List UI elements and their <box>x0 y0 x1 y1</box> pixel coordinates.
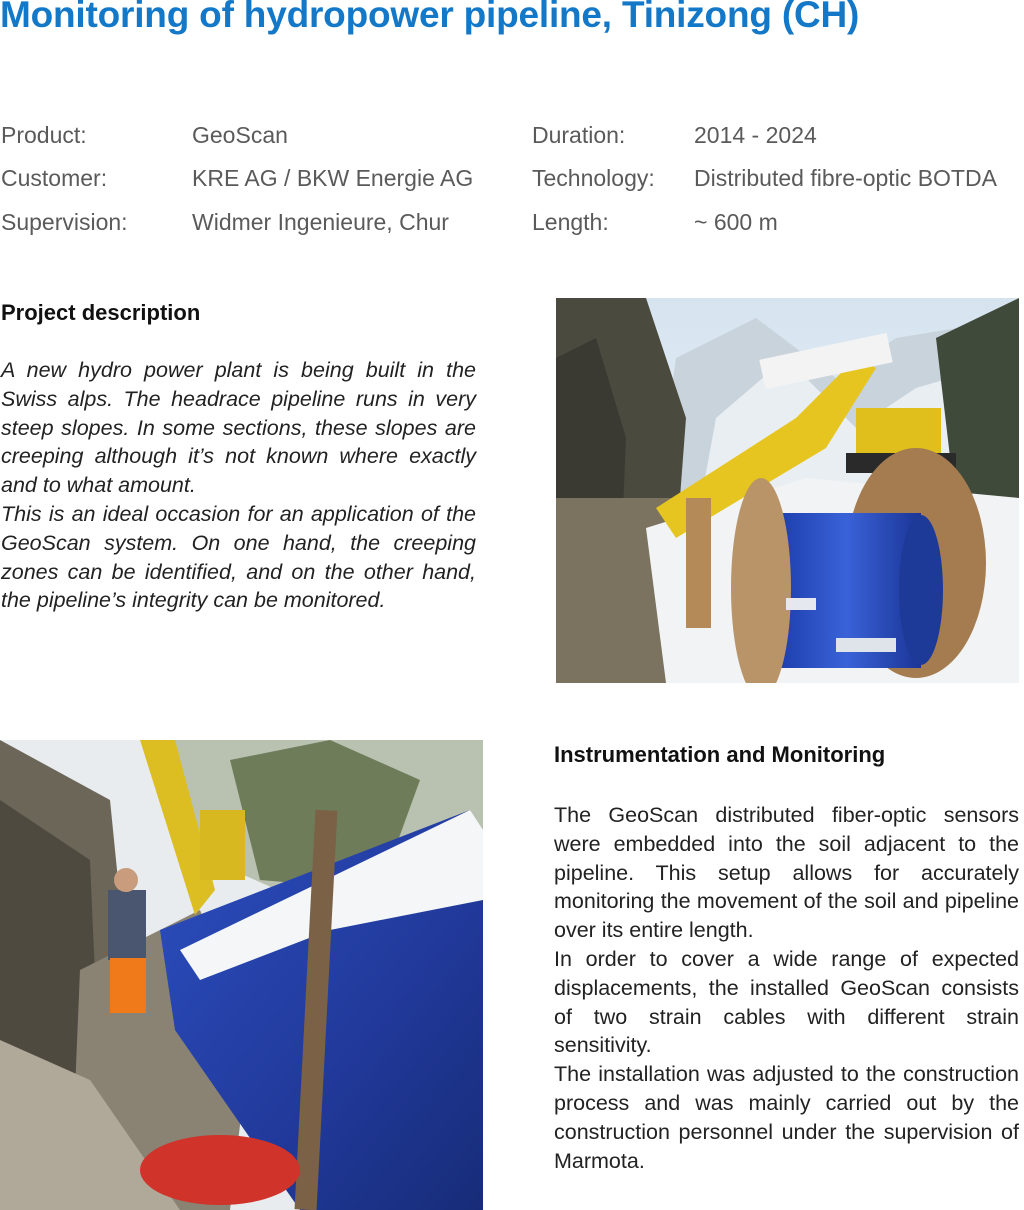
photo-cable-drums <box>556 298 1019 683</box>
photo-pipeline-trench <box>0 740 483 1210</box>
product-value: GeoScan <box>192 122 288 148</box>
duration-value: 2014 - 2024 <box>694 122 817 148</box>
length-label: Length: <box>532 209 609 235</box>
supervision-value: Widmer Ingenieure, Chur <box>192 209 449 235</box>
supervision-label: Supervision: <box>1 209 128 235</box>
project-paragraph-2: This is an ideal occasion for an application of the GeoScan system. On one hand, the creeping zones can be identified, and on the other hand, the pipeline’s integrity can be monitored. <box>1 501 476 613</box>
project-description-heading: Project description <box>1 300 201 325</box>
product-label: Product: <box>1 122 87 148</box>
project-paragraph-1: A new hydro power plant is being built in the Swiss alps. The headrace pipeline runs in very steep slopes. In some sections, these slopes are creeping although it’s not known where exactly and to what amount. <box>1 358 476 498</box>
page-title: Monitoring of hydropower pipeline, Tinizong (CH) <box>0 0 860 35</box>
customer-value: KRE AG / BKW Energie AG <box>192 165 474 191</box>
instrumentation-heading: Instrumentation and Monitoring <box>554 742 886 767</box>
technology-value: Distributed fibre-optic BOTDA <box>694 165 997 191</box>
instrumentation-text <box>554 801 1019 1175</box>
customer-label: Customer: <box>1 165 108 191</box>
project-description-text <box>1 356 476 615</box>
technology-label: Technology: <box>532 165 655 191</box>
instrumentation-paragraph-2: In order to cover a wide range of expected displacements, the installed GeoScan consists of two strain cables with different strain sensitivity. <box>554 946 1019 1058</box>
length-value: ~ 600 m <box>694 209 778 235</box>
duration-label: Duration: <box>532 122 626 148</box>
instrumentation-paragraph-1: The GeoScan distributed fiber-optic sensors were embedded into the soil adjacent to the pipeline. This setup allows for accurately monitoring the movement of the soil and pipeline over its entire length. <box>554 803 1019 943</box>
instrumentation-paragraph-3: The installation was adjusted to the construction process and was mainly carried out by the construction personnel under the supervision of Marmota. <box>554 1062 1019 1173</box>
